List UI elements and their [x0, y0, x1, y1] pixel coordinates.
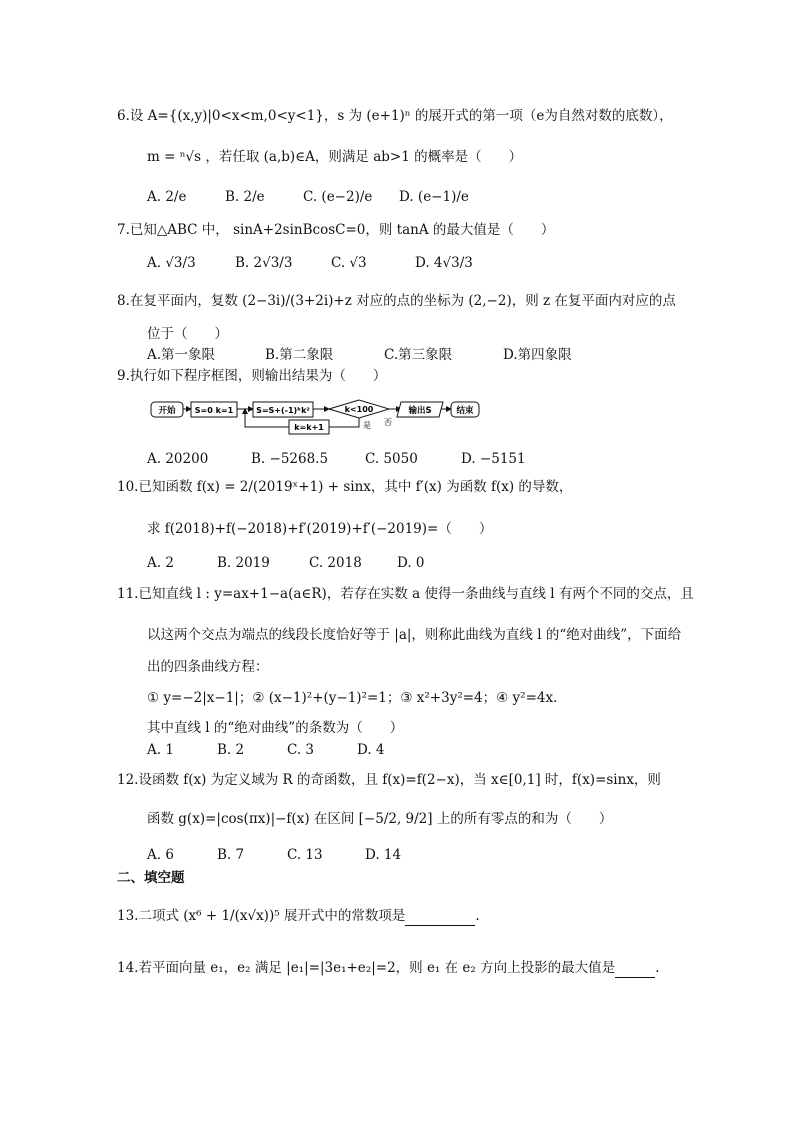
flow-cond-text: k<100	[344, 405, 374, 414]
q13-answer-blank[interactable]	[405, 911, 475, 926]
q10-option-a[interactable]: A. 2	[147, 555, 174, 571]
q12-option-c[interactable]: C. 13	[287, 847, 323, 863]
q13-line	[117, 906, 480, 926]
q6-line1: 6.设 A={(x,y)|0<x<m,0<y<1}，s 为 (e+1)ⁿ 的展开式的第一项（e为自然对数的底数），	[117, 108, 673, 124]
q10-option-b[interactable]: B. 2019	[217, 555, 270, 571]
q14-line	[117, 958, 659, 978]
q12-option-b[interactable]: B. 7	[217, 847, 245, 863]
q8-option-c[interactable]: C.第三象限	[384, 347, 453, 363]
q14-prompt: 14.若平面向量 e₁，e₂ 满足 |e₁|=|3e₁+e₂|=2，则 e₁ 在 e₂ 方向上投影的最大值是	[117, 960, 616, 976]
q13-prompt: 13.二项式 (x⁶ + 1/(x√x))⁵ 展开式中的常数项是	[117, 908, 406, 924]
q9-flowchart	[147, 392, 507, 438]
q13-period: .	[475, 908, 480, 924]
q6-line2: m = ⁿ√s ，若任取 (a,b)∈A，则满足 ab>1 的概率是（ ）	[147, 149, 523, 165]
q7-option-c[interactable]: C. √3	[331, 255, 367, 271]
section-heading-fill-in: 二、填空题	[117, 870, 185, 886]
q7-option-d[interactable]: D. 4√3/3	[415, 255, 473, 271]
q10-line2: 求 f(2018)+f(−2018)+f′(2019)+f′(−2019)=（ ）	[147, 521, 493, 537]
flow-incr-text: k=k+1	[294, 423, 324, 432]
q9-line1: 9.执行如下程序框图，则输出结果为（ ）	[117, 368, 387, 384]
q8-option-d[interactable]: D.第四象限	[503, 347, 572, 363]
q6-option-a[interactable]: A. 2/e	[147, 189, 187, 205]
q10-line1: 10.已知函数 f(x) = 2/(2019ˣ+1) + sinx，其中 f′(x) 为函数 f(x) 的导数，	[117, 479, 573, 495]
q12-line1: 12.设函数 f(x) 为定义域为 R 的奇函数，且 f(x)=f(2−x)，当 x∈[0,1] 时，f(x)=sinx，则	[117, 772, 661, 788]
q10-option-d[interactable]: D. 0	[397, 555, 425, 571]
q8-line2: 位于（ ）	[147, 326, 228, 342]
q11-line4: ① y=−2|x−1|；② (x−1)²+(y−1)²=1；③ x²+3y²=4；④ y²=4x．	[147, 690, 567, 706]
q7-line1: 7.已知△ABC 中， sinA+2sinBcosC=0，则 tanA 的最大值是（ ）	[117, 222, 555, 238]
q8-line1: 8.在复平面内，复数 (2−3i)/(3+2i)+z 对应的点的坐标为 (2,−2)，则 z 在复平面内对应的点	[117, 293, 676, 309]
q12-option-d[interactable]: D. 14	[365, 847, 402, 863]
flow-start-text: 开始	[158, 406, 176, 416]
q9-option-a[interactable]: A. 20200	[147, 451, 209, 467]
q11-line3: 出的四条曲线方程：	[147, 659, 269, 675]
q9-option-c[interactable]: C. 5050	[365, 451, 418, 467]
q14-period: .	[655, 960, 660, 976]
q9-option-b[interactable]: B. −5268.5	[251, 451, 329, 467]
q7-option-a[interactable]: A. √3/3	[147, 255, 196, 271]
q11-line5: 其中直线 l 的“绝对曲线”的条数为（ ）	[147, 720, 404, 736]
q11-option-d[interactable]: D. 4	[357, 742, 385, 758]
flow-yes-label: 是	[363, 421, 371, 430]
flow-update-text: S=S+(-1)ᵏk²	[256, 406, 310, 415]
q11-line2: 以这两个交点为端点的线段长度恰好等于 |a|，则称此曲线为直线 l 的“绝对曲线”，下面给	[147, 627, 682, 643]
q11-line1: 11.已知直线 l : y=ax+1−a(a∈R)，若存在实数 a 使得一条曲线与直线 l 有两个不同的交点，且	[117, 586, 694, 602]
flow-output-text: 输出S	[408, 406, 432, 416]
q14-answer-blank[interactable]	[615, 963, 655, 978]
q10-option-c[interactable]: C. 2018	[309, 555, 362, 571]
q11-option-a[interactable]: A. 1	[147, 742, 174, 758]
q11-option-b[interactable]: B. 2	[217, 742, 245, 758]
q11-option-c[interactable]: C. 3	[287, 742, 315, 758]
q8-option-b[interactable]: B.第二象限	[265, 347, 334, 363]
flow-end-text: 结束	[456, 406, 474, 416]
q6-option-b[interactable]: B. 2/e	[225, 189, 265, 205]
q8-option-a[interactable]: A.第一象限	[147, 347, 216, 363]
q7-option-b[interactable]: B. 2√3/3	[235, 255, 293, 271]
q6-option-d[interactable]: D. (e−1)/e	[399, 189, 469, 205]
q12-line2: 函数 g(x)=|cos(πx)|−f(x) 在区间 [−5/2, 9/2] 上的所有零点的和为（ ）	[147, 811, 613, 827]
q9-option-d[interactable]: D. −5151	[461, 451, 526, 467]
flow-init-text: S=0 k=1	[194, 406, 234, 415]
q12-option-a[interactable]: A. 6	[147, 847, 174, 863]
flow-no-label: 否	[384, 418, 392, 427]
q6-option-c[interactable]: C. (e−2)/e	[303, 189, 373, 205]
